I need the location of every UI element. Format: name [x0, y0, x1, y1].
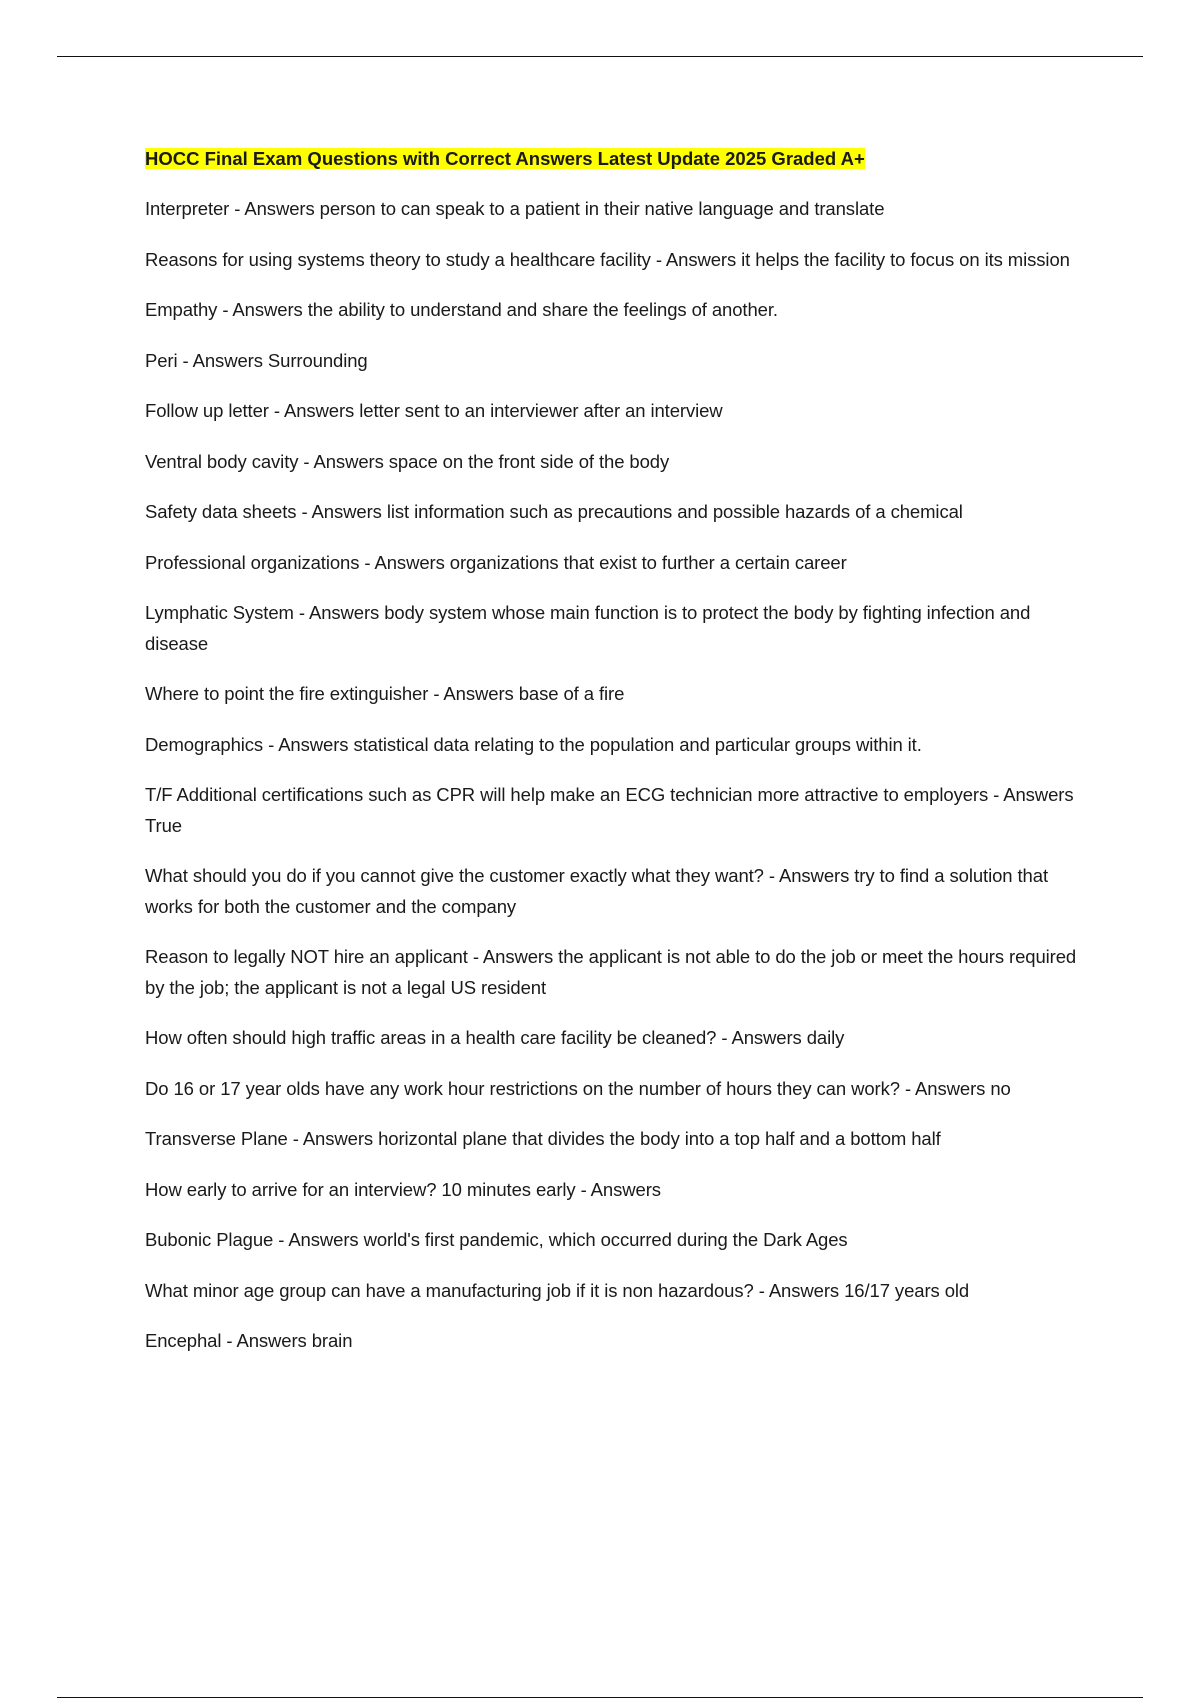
qa-item: Reason to legally NOT hire an applicant - Answers the applicant is not able to do the job or meet the hours required by the job; the applicant is not a legal US resident: [145, 946, 1077, 998]
qa-item: What minor age group can have a manufacturing job if it is non hazardous? - Answers 16/17 years old: [145, 1279, 970, 1301]
qa-item: Bubonic Plague - Answers world's first pandemic, which occurred during the Dark Ages: [145, 1229, 848, 1250]
document-body: [145, 144, 1090, 1377]
qa-item: Follow up letter - Answers letter sent to an interviewer after an interview: [145, 400, 723, 421]
qa-item: Do 16 or 17 year olds have any work hour restrictions on the number of hours they can work? - Answers no: [145, 1077, 1011, 1099]
document-title: [145, 144, 1090, 174]
qa-item: T/F Additional certifications such as CPR will help make an ECG technician more attractive to employers - Answers True: [145, 784, 1074, 836]
qa-item: Interpreter - Answers person to can speak to a patient in their native language and translate: [145, 198, 885, 219]
qa-item: Ventral body cavity - Answers space on the front side of the body: [145, 450, 670, 472]
qa-item: Peri - Answers Surrounding: [145, 349, 368, 371]
qa-item: How often should high traffic areas in a health care facility be cleaned? - Answers daily: [145, 1027, 845, 1048]
title-highlight: HOCC Final Exam Questions with Correct Answers Latest Update 2025 Graded A+: [145, 148, 865, 169]
qa-item: Lymphatic System - Answers body system whose main function is to protect the body by fighting infection and disease: [145, 602, 1031, 654]
qa-item: Reasons for using systems theory to study a healthcare facility - Answers it helps the facility to focus on its mission: [145, 248, 1070, 270]
qa-item: Safety data sheets - Answers list information such as precautions and possible hazards of a chemical: [145, 501, 963, 522]
footer-rule: [57, 1697, 1143, 1698]
qa-item: Encephal - Answers brain: [145, 1330, 353, 1351]
qa-item: Professional organizations - Answers organizations that exist to further a certain career: [145, 551, 847, 573]
header-rule: [57, 56, 1143, 57]
qa-item: What should you do if you cannot give the customer exactly what they want? - Answers try to find a solution that works for both the customer and the company: [145, 865, 1048, 917]
qa-item: How early to arrive for an interview? 10 minutes early - Answers: [145, 1178, 661, 1200]
qa-item: Where to point the fire extinguisher - Answers base of a fire: [145, 683, 625, 704]
qa-item: Empathy - Answers the ability to understand and share the feelings of another.: [145, 299, 778, 320]
qa-item: Demographics - Answers statistical data relating to the population and particular groups within it.: [145, 733, 922, 755]
qa-item: Transverse Plane - Answers horizontal plane that divides the body into a top half and a bottom half: [145, 1128, 941, 1149]
qa-list: [145, 194, 1090, 1357]
